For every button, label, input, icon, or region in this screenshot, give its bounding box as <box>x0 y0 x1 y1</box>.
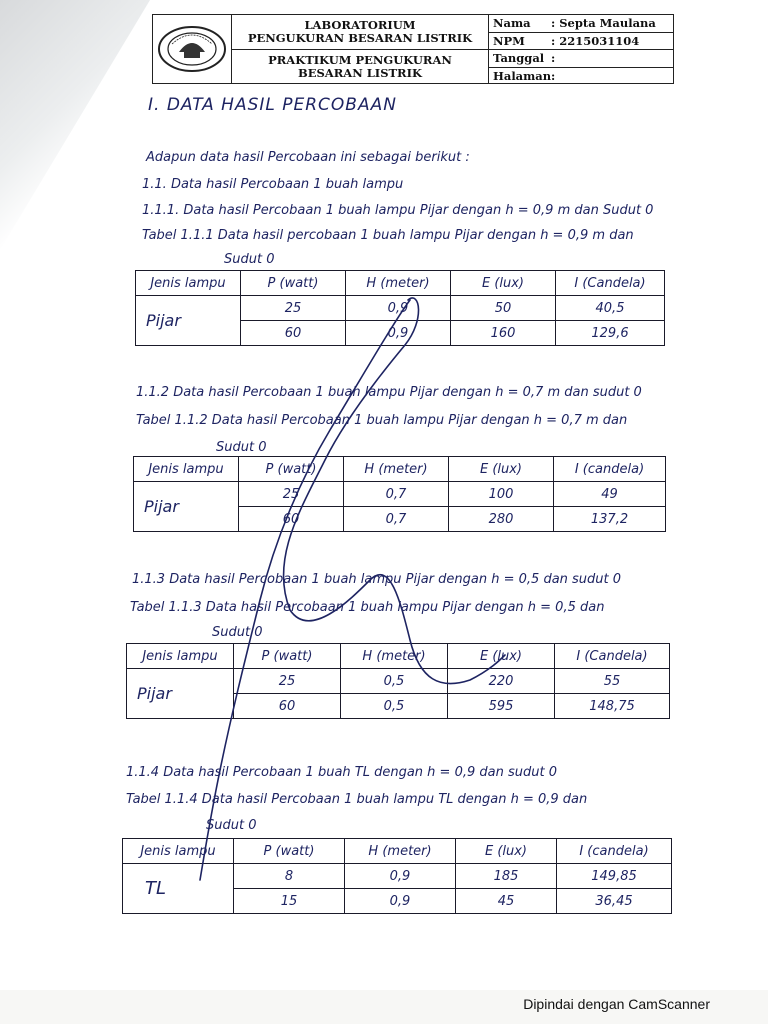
section-heading: I. DATA HASIL PERCOBAAN <box>148 95 397 115</box>
table-2-caption: Tabel 1.1.2 Data hasil Percobaan 1 buah lampu Pijar dengan h = 0,7 m dan <box>136 413 628 428</box>
col-header: Jenis lampu <box>134 457 239 482</box>
lamp-type-cell: Pijar <box>134 482 239 532</box>
col-header: H (meter) <box>344 457 449 482</box>
table-header-row <box>134 457 666 482</box>
data-table-4 <box>122 838 672 914</box>
col-header: E (lux) <box>449 457 554 482</box>
col-header: Jenis lampu <box>123 839 234 864</box>
meta-label: NPM <box>493 33 525 48</box>
table-cell: 280 <box>449 507 554 532</box>
col-header: H (meter) <box>346 271 451 296</box>
lamp-type-cell: TL <box>123 864 234 914</box>
meta-row-npm <box>489 33 673 51</box>
col-header: P (watt) <box>241 271 346 296</box>
col-header: I (candela) <box>557 839 672 864</box>
section-3-caption: 1.1.3 Data hasil Percobaan 1 buah lampu Pijar dengan h = 0,5 dan sudut 0 <box>132 572 622 587</box>
table-cell: 25 <box>234 669 341 694</box>
col-header: E (lux) <box>451 271 556 296</box>
table-cell: 60 <box>241 321 346 346</box>
lamp-type-cell: Pijar <box>136 296 241 346</box>
col-header: I (Candela) <box>556 271 665 296</box>
col-header: H (meter) <box>341 644 448 669</box>
col-header: H (meter) <box>345 839 456 864</box>
table-4-caption-cont: Sudut 0 <box>206 818 257 833</box>
col-header: P (watt) <box>234 839 345 864</box>
table-row <box>136 296 665 321</box>
col-header: I (Candela) <box>555 644 670 669</box>
section-4-caption: 1.1.4 Data hasil Percobaan 1 buah TL dengan h = 0,9 dan sudut 0 <box>126 765 557 780</box>
col-header: P (watt) <box>234 644 341 669</box>
table-cell: 160 <box>451 321 556 346</box>
table-cell: 595 <box>448 694 555 719</box>
meta-label: Halaman <box>493 68 552 83</box>
meta-value: : 2215031104 <box>551 33 640 48</box>
table-3-caption-cont: Sudut 0 <box>212 625 263 640</box>
table-cell: 15 <box>234 889 345 914</box>
meta-label: Nama <box>493 16 531 31</box>
table-cell: 0,9 <box>346 296 451 321</box>
university-logo <box>153 15 232 83</box>
table-cell: 8 <box>234 864 345 889</box>
table-cell: 0,9 <box>345 889 456 914</box>
table-row <box>123 864 672 889</box>
table-cell: 129,6 <box>556 321 665 346</box>
header-meta <box>489 15 673 83</box>
table-cell: 149,85 <box>557 864 672 889</box>
data-table-2 <box>133 456 666 532</box>
university-seal-icon <box>157 24 227 74</box>
subsection-title: 1.1. Data hasil Percobaan 1 buah lampu <box>142 177 404 192</box>
data-table-1 <box>135 270 665 346</box>
table-cell: 185 <box>456 864 557 889</box>
lab-header <box>152 14 674 84</box>
col-header: I (candela) <box>554 457 666 482</box>
table-cell: 0,5 <box>341 669 448 694</box>
table-header-row <box>123 839 672 864</box>
meta-label: Tanggal <box>493 51 545 66</box>
meta-row-halaman <box>489 68 673 85</box>
col-header: E (lux) <box>448 644 555 669</box>
data-table-3 <box>126 643 670 719</box>
table-1-caption: Tabel 1.1.1 Data hasil percobaan 1 buah lampu Pijar dengan h = 0,9 m dan <box>142 228 634 243</box>
header-title-line-3: PRAKTIKUM PENGUKURAN <box>268 53 452 67</box>
table-cell: 25 <box>241 296 346 321</box>
header-title-line-2: PENGUKURAN BESARAN LISTRIK <box>247 31 473 45</box>
meta-value: : Septa Maulana <box>551 16 656 31</box>
section-1-caption: 1.1.1. Data hasil Percobaan 1 buah lampu Pijar dengan h = 0,9 m dan Sudut 0 <box>142 203 654 218</box>
table-2-caption-cont: Sudut 0 <box>216 440 267 455</box>
col-header: Jenis lampu <box>127 644 234 669</box>
section-2-caption: 1.1.2 Data hasil Percobaan 1 buah lampu Pijar dengan h = 0,7 m dan sudut 0 <box>136 385 642 400</box>
table-cell: 50 <box>451 296 556 321</box>
table-cell: 60 <box>239 507 344 532</box>
table-3-caption: Tabel 1.1.3 Data hasil Percobaan 1 buah lampu Pijar dengan h = 0,5 dan <box>130 600 605 615</box>
lamp-type-cell: Pijar <box>127 669 234 719</box>
table-cell: 100 <box>449 482 554 507</box>
table-header-row <box>136 271 665 296</box>
table-cell: 0,9 <box>346 321 451 346</box>
table-cell: 0,9 <box>345 864 456 889</box>
intro-text: Adapun data hasil Percobaan ini sebagai berikut : <box>146 150 470 165</box>
table-cell: 25 <box>239 482 344 507</box>
col-header: E (lux) <box>456 839 557 864</box>
meta-value: : <box>551 68 556 83</box>
table-row <box>134 482 666 507</box>
meta-value: : <box>551 51 556 66</box>
table-4-caption: Tabel 1.1.4 Data hasil Percobaan 1 buah lampu TL dengan h = 0,9 dan <box>126 792 588 807</box>
header-title <box>232 15 489 83</box>
table-cell: 0,5 <box>341 694 448 719</box>
table-cell: 220 <box>448 669 555 694</box>
table-cell: 0,7 <box>344 507 449 532</box>
table-cell: 148,75 <box>555 694 670 719</box>
table-cell: 40,5 <box>556 296 665 321</box>
table-cell: 45 <box>456 889 557 914</box>
table-cell: 49 <box>554 482 666 507</box>
col-header: P (watt) <box>239 457 344 482</box>
header-title-line-4: BESARAN LISTRIK <box>298 66 422 80</box>
table-cell: 137,2 <box>554 507 666 532</box>
table-1-caption-cont: Sudut 0 <box>224 252 275 267</box>
col-header: Jenis lampu <box>136 271 241 296</box>
table-cell: 36,45 <box>557 889 672 914</box>
meta-row-nama <box>489 15 673 33</box>
table-cell: 0,7 <box>344 482 449 507</box>
table-header-row <box>127 644 670 669</box>
header-title-line-1: LABORATORIUM <box>304 18 416 32</box>
table-cell: 55 <box>555 669 670 694</box>
scanner-watermark: Dipindai dengan CamScanner <box>523 996 710 1012</box>
table-row <box>127 669 670 694</box>
table-cell: 60 <box>234 694 341 719</box>
meta-row-tanggal <box>489 50 673 68</box>
